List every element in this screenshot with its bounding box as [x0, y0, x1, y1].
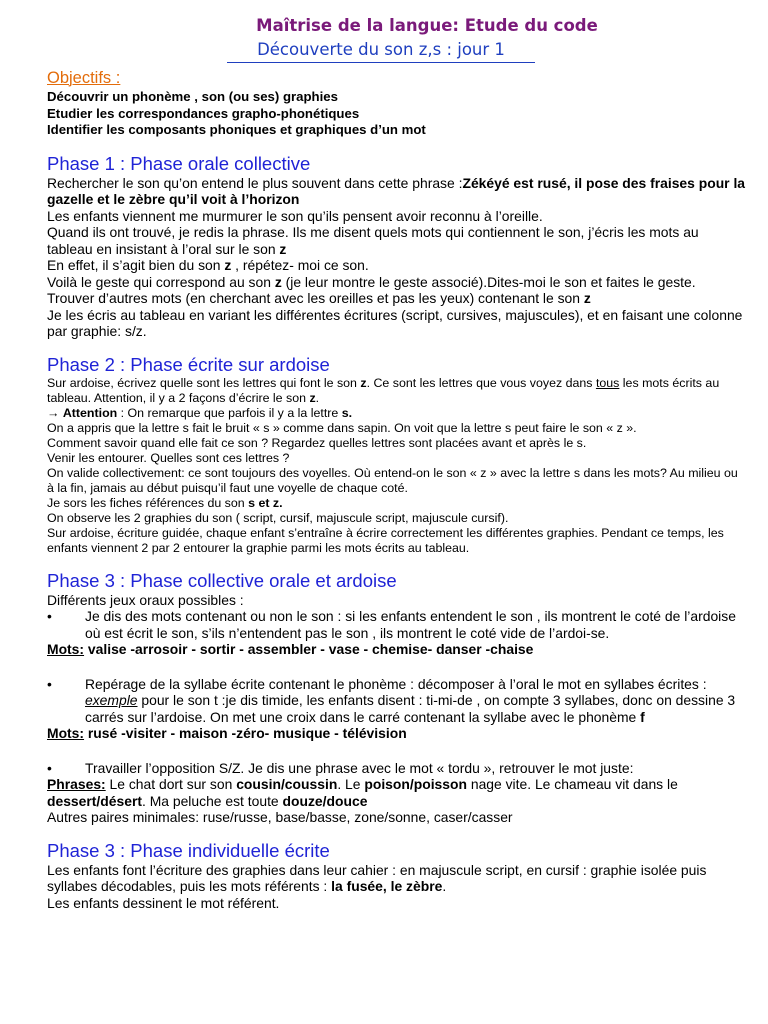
bullet: • — [47, 675, 52, 692]
objective-item: Découvrir un phonème , son (ou ses) graphies — [47, 89, 338, 104]
document-title: Maîtrise de la langue: Etude du code — [256, 16, 598, 35]
phase4-heading: Phase 3 : Phase individuelle écrite — [47, 839, 330, 861]
document-subtitle: Découverte du son z,s : jour 1 — [227, 38, 535, 63]
list-item: • Travailler l’opposition S/Z. Je dis une phrase avec le mot « tordu », retrouver le mot juste: — [47, 759, 634, 776]
objectives-heading: Objectifs : — [47, 69, 121, 87]
mots-line: Mots: valise -arrosoir - sortir - assembler - vase - chemise- danser -chaise — [47, 641, 534, 657]
document-page — [47, 14, 747, 911]
bullet: • — [47, 608, 52, 624]
phase2-heading: Phase 2 : Phase écrite sur ardoise — [47, 353, 330, 375]
objective-item: Identifier les composants phoniques et graphiques d’un mot — [47, 122, 426, 137]
phase2-paragraph: Sur ardoise, écrivez quelle sont les lettres qui font le son z. Ce sont les lettres que vous voyez dans tous les mots écrits au tableau. Attention, il y a 2 façons d’écrire le son z. → Attention : On remarque que parfois il y a la lettre s. On a appris que la lettre s fait le bruit « s » comme dans sapin. On voit que la lettre s peut faire le son « z ». Comment savoir quand elle fait ce son ? Regardez quelles lettres sont placées avant et après le s. Venir les entourer. Quelles sont ces lettres ? On valide collectivement: ce sont toujours des voyelles. Où entend-on le son « z » avec la lettre s dans les mots? Au milieu ou à la fin, jamais au début puisqu’il faut une voyelle de chaque coté. Je sors les fiches références du son s et z. On observe les 2 graphies du son ( script, cursif, majuscule script, majuscule cursif). Sur ardoise, écriture guidée, chaque enfant s’entraîne à écrire correctement les différentes graphies. Pendant ce temps, les enfants viennent 2 par 2 entourer la graphie parmi les mots écrits au tableau. — [47, 375, 738, 555]
phase1-paragraph: Rechercher le son qu’on entend le plus souvent dans cette phrase :Zékéyé est rusé, il pose des fraises pour la gazelle et le zèbre qu’il voit à l’horizon Les enfants viennent me murmurer le son qu’ils pensent avoir reconnu à l’oreille. Quand ils ont trouvé, je redis la phrase. Ils me disent quels mots qui contiennent le son, j’écris les mots au tableau en insistant à l’oral sur le son z En effet, il s’agit bien du son z , répétez- moi ce son. Voilà le geste qui correspond au son z (je leur montre le geste associé).Dites-moi le son et faites le geste. Trouver d’autres mots (en cherchant avec les oreilles et pas les yeux) contenant le son z Je les écris au tableau en variant les différentes écritures (script, cursives, majuscules), et en faisant une colonne par graphie: s/z. — [47, 174, 746, 339]
phrases-line: Phrases: Le chat dort sur son cousin/coussin. Le poison/poisson nage vite. Le chameau vit dans le dessert/désert. Ma peluche est toute douze/douce — [47, 776, 678, 809]
list-item: • Je dis des mots contenant ou non le son : si les enfants entendent le son , ils montrent le coté de l’ardoise où est écrit le son, s’ils n’entendent pas le son , ils montrent le coté vide de l’ardoi-se. — [47, 608, 736, 641]
phase3-intro: Différents jeux oraux possibles : — [47, 591, 244, 608]
pairs-line: Autres paires minimales: ruse/russe, base/basse, zone/sonne, caser/casser — [47, 809, 513, 825]
phase1-heading: Phase 1 : Phase orale collective — [47, 152, 311, 174]
mots-line: Mots: rusé -visiter - maison -zéro- musique - télévision — [47, 725, 407, 741]
list-item: • Repérage de la syllabe écrite contenant le phonème : décomposer à l’oral le mot en syllabes écrites : exemple pour le son t :je dis timide, les enfants disent : ti-mi-de , on compte 3 syllabes, donc on dessine 3 carrés sur l’ardoise. On met une croix dans le carré contenant la syllabe avec le phonème f — [47, 675, 736, 725]
phase3-heading: Phase 3 : Phase collective orale et ardoise — [47, 569, 397, 591]
objective-item: Etudier les correspondances grapho-phonétiques — [47, 105, 360, 121]
phase4-paragraph: Les enfants font l’écriture des graphies dans leur cahier : en majuscule script, en cursif : graphie isolée puis syllabes décodables, puis les mots référents : la fusée, le zèbre. Les enfants dessinent le mot référent. — [47, 861, 707, 911]
bullet: • — [47, 759, 52, 776]
